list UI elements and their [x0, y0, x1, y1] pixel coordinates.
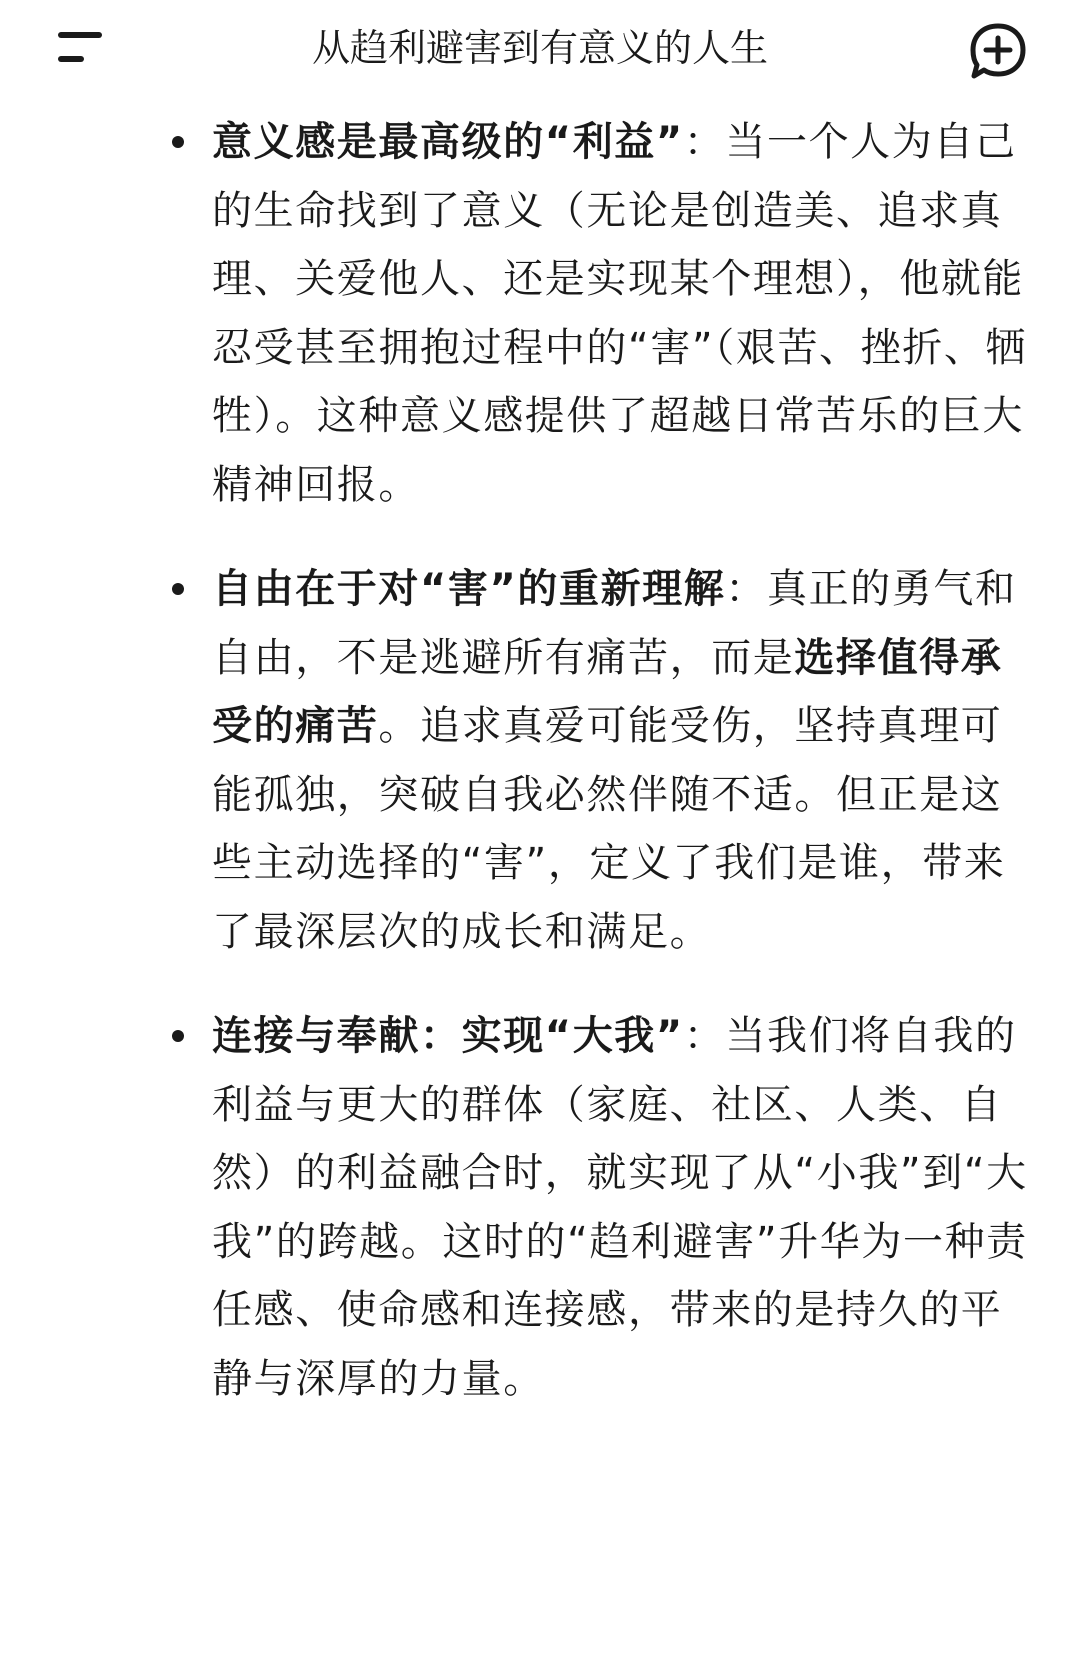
item-text: 。追求真爱可能受伤，坚持真理可能孤独，突破自我必然伴随不适。但正是这些主动选择的“害”，定义了我们是谁，带来了最深层次的成长和满足。 [212, 703, 1006, 955]
page-title: 从趋利避害到有意义的人生 [311, 26, 768, 70]
bullet-icon [172, 583, 184, 595]
new-chat-button[interactable] [964, 18, 1032, 84]
list-item [212, 555, 1038, 966]
item-text: ：当一个人为自己的生命找到了意义（无论是创造美、追求真理、关爱他人、还是实现某个理想），他就能忍受甚至拥抱过程中的“害”（艰苦、挫折、牺牲）。这种意义感提供了超越日常苦乐的巨大精神回报。 [212, 119, 1028, 508]
message-content [0, 108, 1080, 1413]
item-text: ：当我们将自我的利益与更大的群体（家庭、社区、人类、自然）的利益融合时，就实现了从“小我”到“大我”的跨越。这时的“趋利避害”升华为一种责任感、使命感和连接感，带来的是持久的平静与深厚的力量。 [212, 1013, 1028, 1402]
bullet-icon [172, 136, 184, 148]
item-text: ：真正的勇气和自由，不是逃避所有痛苦，而是 [212, 566, 1017, 681]
item-heading: 意义感是最高级的“利益” [212, 119, 684, 165]
bullet-icon [172, 1030, 184, 1042]
list-item [212, 108, 1038, 519]
menu-button[interactable] [44, 18, 116, 78]
item-emphasis: 选择值得承受的痛苦 [212, 634, 1003, 749]
new-chat-icon [964, 18, 1032, 84]
item-heading: 连接与奉献：实现“大我” [212, 1013, 684, 1059]
list-item [212, 1002, 1038, 1413]
item-heading: 自由在于对“害”的重新理解 [212, 566, 726, 612]
top-bar [0, 0, 1080, 96]
